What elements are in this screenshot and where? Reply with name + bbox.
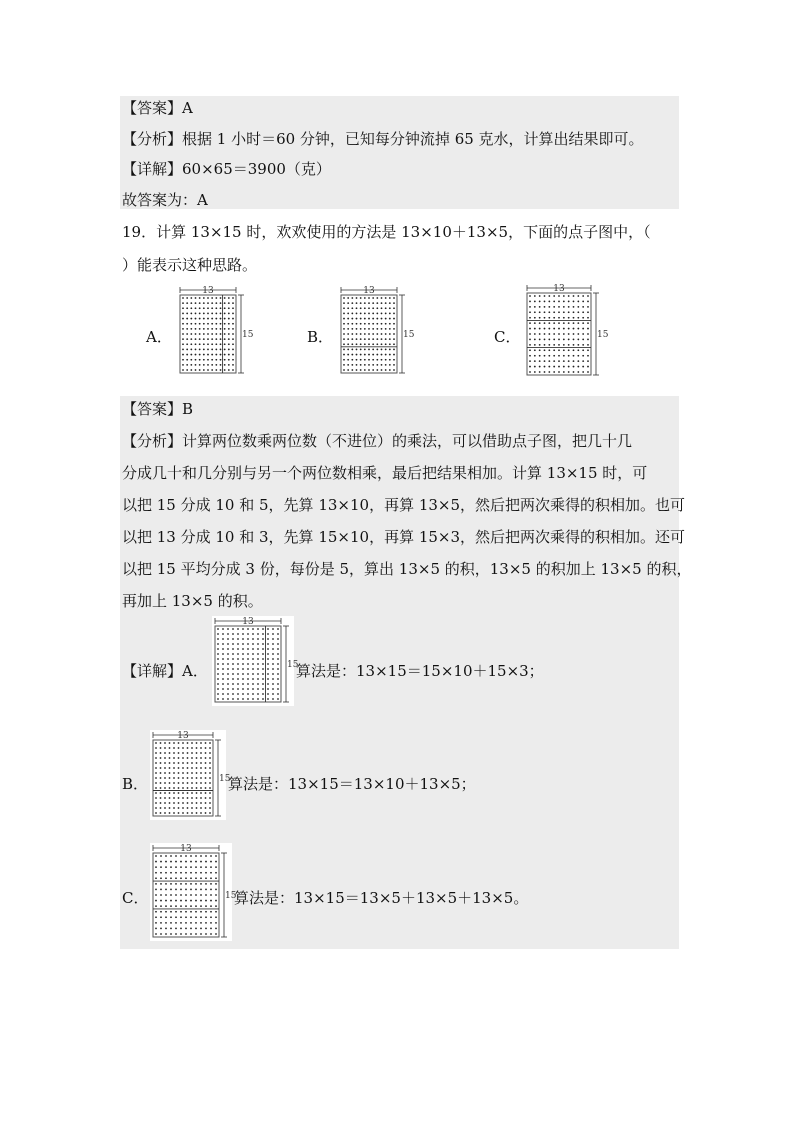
answer-line-2: 【答案】B — [122, 400, 194, 418]
answer-line: 【答案】A — [122, 99, 193, 117]
detail-prefix: 【详解】A． — [122, 662, 208, 680]
analysis-line-5: 以把 15 平均分成 3 份，每份是 5，算出 13×5 的积，13×5 的积加上 13×5 的积， — [122, 560, 692, 578]
svg-text:15: 15 — [403, 330, 415, 340]
svg-text:15: 15 — [287, 660, 299, 670]
dot-figure-detail-c — [150, 843, 237, 941]
analysis-line-6: 再加上 13×5 的积。 — [122, 592, 263, 610]
dot-figure-option-c — [524, 283, 609, 379]
dot-figure-detail-b — [150, 730, 231, 820]
dot-figure-option-b — [338, 285, 415, 377]
dot-figure-option-a — [177, 285, 254, 377]
conclusion-line: 故答案为：A — [122, 191, 208, 209]
svg-text:13: 13 — [177, 731, 189, 741]
svg-text:13: 13 — [242, 617, 254, 627]
question-line-2: ）能表示这种思路。 — [122, 256, 258, 274]
option-c-label: C． — [494, 328, 521, 346]
option-b-label: B． — [307, 328, 334, 346]
svg-text:13: 13 — [553, 284, 565, 294]
svg-text:15: 15 — [597, 330, 609, 340]
question-line-1: 19．计算 13×15 时，欢欢使用的方法是 13×10＋13×5，下面的点子图中，（ — [122, 223, 651, 241]
option-a-label: A． — [146, 328, 172, 346]
analysis-line: 【分析】根据 1 小时＝60 分钟，已知每分钟流掉 65 克水，计算出结果即可。 — [122, 130, 644, 148]
svg-text:15: 15 — [242, 330, 254, 340]
svg-text:13: 13 — [180, 844, 192, 854]
svg-text:15: 15 — [219, 774, 231, 784]
analysis-line-1: 【分析】计算两位数乘两位数（不进位）的乘法，可以借助点子图，把几十几 — [122, 432, 633, 450]
svg-text:15: 15 — [225, 891, 237, 901]
analysis-line-4: 以把 13 分成 10 和 3，先算 15×10，再算 15×3，然后把两次乘得的积相加。还可 — [122, 528, 686, 546]
analysis-line-3: 以把 15 分成 10 和 5，先算 13×10，再算 13×5，然后把两次乘得的积相加。也可 — [122, 496, 686, 514]
svg-text:13: 13 — [202, 286, 214, 296]
analysis-line-2: 分成几十和几分别与另一个两位数相乘，最后把结果相加。计算 13×15 时，可 — [122, 464, 648, 482]
dot-figure-detail-a — [212, 616, 299, 706]
detail-b-label: B． — [122, 775, 149, 793]
detail-line: 【详解】60×65＝3900（克） — [122, 160, 331, 178]
detail-c-text: 算法是：13×15＝13×5＋13×5＋13×5。 — [234, 889, 529, 907]
detail-b-text: 算法是：13×15＝13×10＋13×5； — [228, 775, 476, 793]
detail-c-label: C． — [122, 889, 149, 907]
svg-text:13: 13 — [363, 286, 375, 296]
detail-a-text: 算法是：13×15＝15×10＋15×3； — [296, 662, 544, 680]
